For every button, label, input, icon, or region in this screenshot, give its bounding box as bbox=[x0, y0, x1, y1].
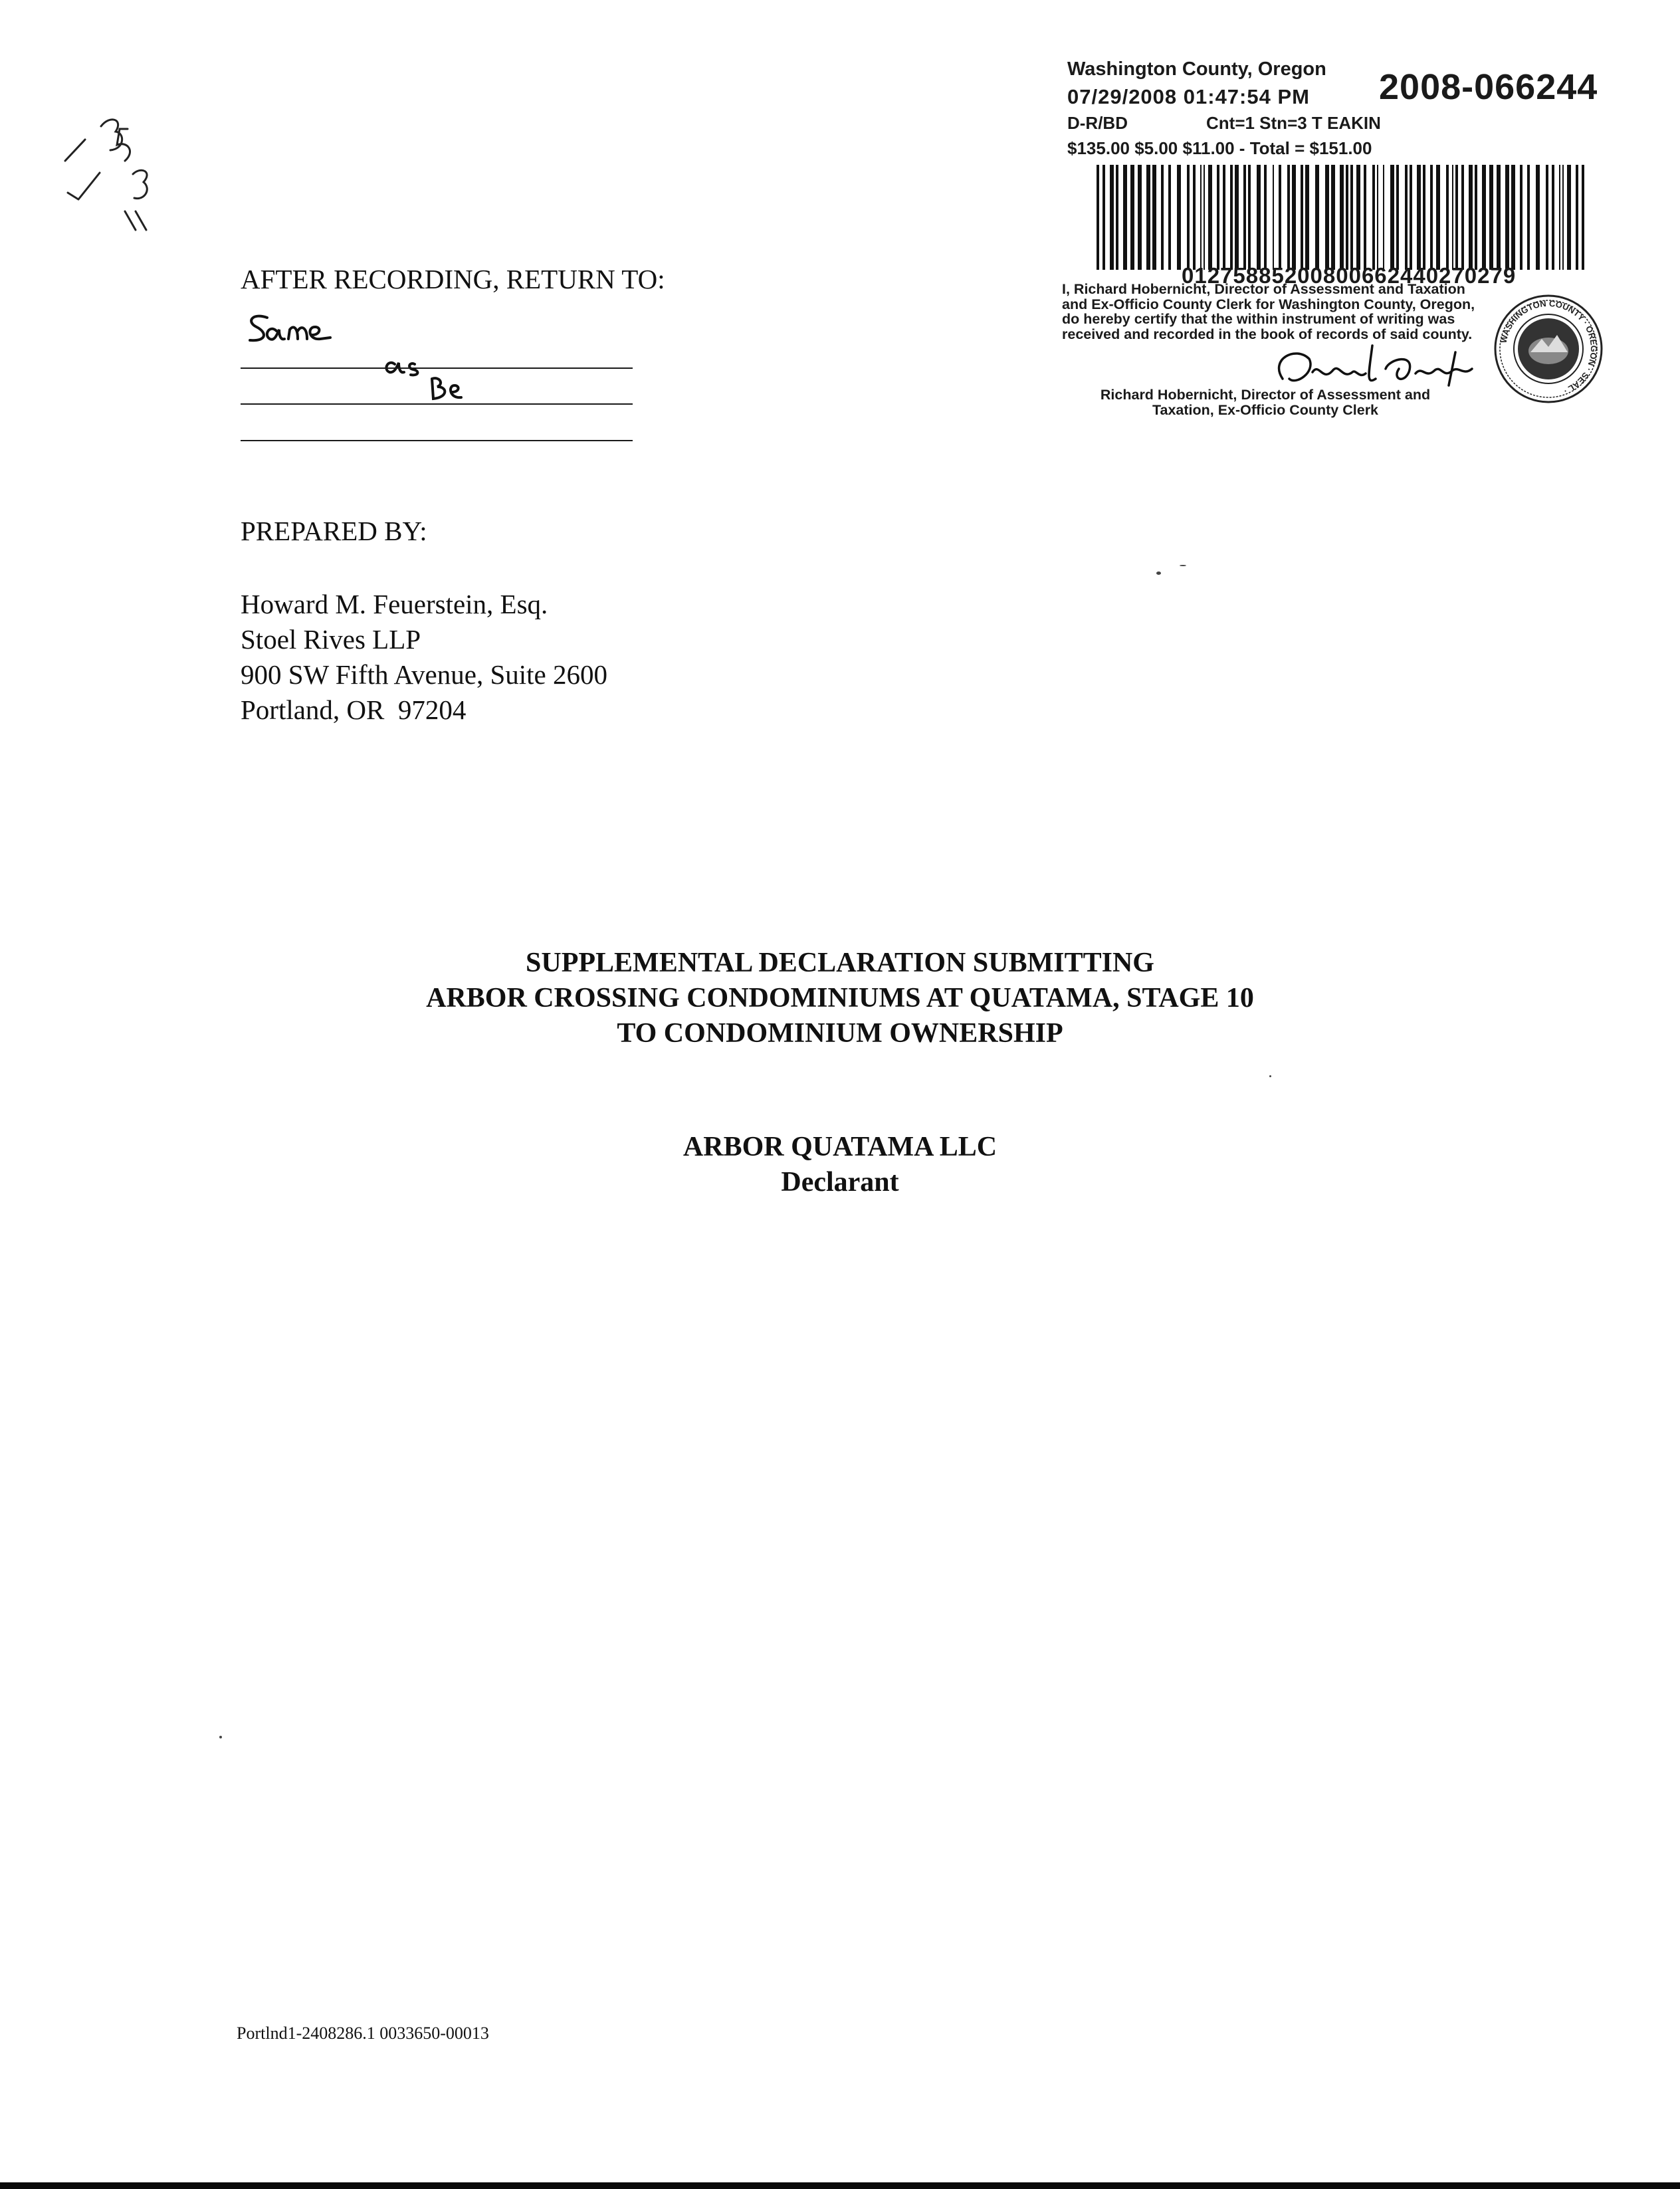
barcode-bar bbox=[1396, 165, 1399, 270]
title-line-3: TO CONDOMINIUM OWNERSHIP bbox=[617, 1018, 1063, 1049]
scan-speck bbox=[219, 1736, 222, 1738]
barcode-bar bbox=[1576, 165, 1578, 270]
barcode-bar bbox=[1377, 165, 1378, 270]
barcode-bar bbox=[1372, 165, 1375, 270]
handwritten-number bbox=[58, 100, 171, 253]
scan-bottom-edge bbox=[0, 2182, 1680, 2189]
barcode-bar bbox=[1430, 165, 1433, 270]
barcode-bar bbox=[1350, 165, 1353, 270]
barcode-bar bbox=[1489, 165, 1493, 270]
barcode-bar bbox=[1193, 165, 1196, 270]
barcode-bar bbox=[1536, 165, 1540, 270]
barcode-bar bbox=[1116, 165, 1118, 270]
barcode-bar bbox=[1273, 165, 1274, 270]
barcode-bar bbox=[1340, 165, 1344, 270]
barcode-bar bbox=[1559, 165, 1560, 270]
barcode-bar bbox=[1364, 165, 1366, 270]
barcode-bar bbox=[1130, 165, 1134, 270]
barcode-bar bbox=[1248, 165, 1251, 270]
recording-certification: I, Richard Hobernicht, Director of Assessment and Taxation and Ex-Officio County Clerk for Washington County, Oregon, do hereby certify that the within instrument of writing was received and recorded in the book of records of said county. bbox=[1062, 281, 1475, 342]
barcode-bar bbox=[1511, 165, 1515, 270]
barcode-bar bbox=[1446, 165, 1449, 270]
preparer-name: Howard M. Feuerstein, Esq. bbox=[241, 589, 548, 619]
barcode-bar bbox=[1436, 165, 1440, 270]
barcode-bar bbox=[1204, 165, 1205, 270]
barcode-bar bbox=[1168, 165, 1171, 270]
prepared-by-label: PREPARED BY: bbox=[241, 516, 427, 546]
handwritten-return-address bbox=[241, 312, 467, 432]
barcode-bar bbox=[1305, 165, 1309, 270]
barcode-bar bbox=[1461, 165, 1464, 270]
barcode-bar bbox=[1223, 165, 1225, 270]
barcode-number: 01275885200800662440270279 bbox=[1182, 263, 1517, 288]
clerk-title-line1: Richard Hobernicht, Director of Assessment and bbox=[1100, 387, 1431, 403]
barcode-bar bbox=[1279, 165, 1281, 270]
barcode bbox=[1097, 165, 1591, 270]
barcode-bar bbox=[1455, 165, 1458, 270]
barcode-bar bbox=[1356, 165, 1360, 270]
barcode-bar bbox=[1390, 165, 1394, 270]
barcode-bar bbox=[1417, 165, 1421, 270]
barcode-bar bbox=[1200, 165, 1202, 270]
title-line-2: ARBOR CROSSING CONDOMINIUMS AT QUATAMA, STAGE 10 bbox=[426, 983, 1254, 1013]
barcode-bar bbox=[1520, 165, 1522, 270]
barcode-bar bbox=[1527, 165, 1530, 270]
barcode-bar bbox=[1264, 165, 1267, 270]
return-line-1 bbox=[241, 367, 633, 369]
barcode-bar bbox=[1562, 165, 1564, 270]
barcode-bar bbox=[1110, 165, 1114, 270]
title-line-1: SUPPLEMENTAL DECLARATION SUBMITTING bbox=[526, 948, 1154, 978]
preparer-street: 900 SW Fifth Avenue, Suite 2600 bbox=[241, 659, 607, 690]
barcode-bar bbox=[1505, 165, 1509, 270]
barcode-bar bbox=[1346, 165, 1348, 270]
stamp-datetime: 07/29/2008 01:47:54 PM bbox=[1067, 85, 1310, 108]
barcode-bar bbox=[1452, 165, 1453, 270]
barcode-bar bbox=[1152, 165, 1156, 270]
barcode-bar bbox=[1146, 165, 1150, 270]
stamp-county: Washington County, Oregon bbox=[1067, 58, 1326, 80]
barcode-bar bbox=[1257, 165, 1261, 270]
clerk-title-line2: Taxation, Ex-Officio County Clerk bbox=[1152, 401, 1379, 418]
barcode-bar bbox=[1287, 165, 1290, 270]
svg-text:WASHINGTON COUNTY · OREGON · S: WASHINGTON COUNTY · OREGON · SEAL · bbox=[1498, 298, 1600, 397]
barcode-bar bbox=[1405, 165, 1408, 270]
scan-speck bbox=[1269, 1075, 1271, 1077]
barcode-bar bbox=[1423, 165, 1425, 270]
stamp-code: D-R/BD bbox=[1067, 113, 1128, 133]
stamp-counts: Cnt=1 Stn=3 T EAKIN bbox=[1206, 113, 1381, 133]
barcode-bar bbox=[1138, 165, 1142, 270]
barcode-bar bbox=[1301, 165, 1303, 270]
barcode-bar bbox=[1482, 165, 1486, 270]
stamp-fees: $135.00 $5.00 $11.00 - Total = $151.00 bbox=[1067, 138, 1372, 158]
barcode-bar bbox=[1383, 165, 1384, 270]
barcode-bar bbox=[1567, 165, 1571, 270]
barcode-bar bbox=[1546, 165, 1548, 270]
barcode-bar bbox=[1469, 165, 1473, 270]
barcode-bar bbox=[1410, 165, 1412, 270]
scan-speck bbox=[1180, 565, 1186, 566]
declarant-block bbox=[0, 1130, 1680, 1200]
return-line-2 bbox=[241, 403, 633, 405]
return-line-3 bbox=[241, 440, 633, 441]
preparer-address bbox=[241, 587, 607, 728]
barcode-bar bbox=[1552, 165, 1554, 270]
document-number: 2008-066244 bbox=[1379, 67, 1598, 107]
barcode-bar bbox=[1230, 165, 1233, 270]
barcode-bar bbox=[1292, 165, 1296, 270]
return-to-label: AFTER RECORDING, RETURN TO: bbox=[241, 264, 665, 294]
footer-reference: Portlnd1-2408286.1 0033650-00013 bbox=[237, 2024, 489, 2043]
barcode-bar bbox=[1475, 165, 1477, 270]
declarant-role: Declarant bbox=[781, 1167, 899, 1198]
barcode-bar bbox=[1235, 165, 1239, 270]
barcode-bar bbox=[1217, 165, 1219, 270]
barcode-bar bbox=[1325, 165, 1329, 270]
barcode-bar bbox=[1497, 165, 1501, 270]
declarant-name: ARBOR QUATAMA LLC bbox=[682, 1132, 998, 1162]
preparer-city: Portland, OR 97204 bbox=[241, 694, 467, 725]
document-title bbox=[0, 946, 1680, 1051]
scan-speck bbox=[1156, 572, 1161, 575]
barcode-bar bbox=[1102, 165, 1105, 270]
barcode-bar bbox=[1208, 165, 1212, 270]
barcode-bar bbox=[1315, 165, 1319, 270]
barcode-bar bbox=[1161, 165, 1164, 270]
clerk-signature bbox=[1256, 332, 1489, 405]
preparer-firm: Stoel Rives LLP bbox=[241, 624, 421, 655]
barcode-bar bbox=[1243, 165, 1246, 270]
county-seal bbox=[1492, 292, 1605, 405]
barcode-bar bbox=[1582, 165, 1584, 270]
barcode-bar bbox=[1177, 165, 1181, 270]
barcode-bar bbox=[1187, 165, 1190, 270]
barcode-bar bbox=[1123, 165, 1127, 270]
barcode-bar bbox=[1097, 165, 1099, 270]
barcode-bar bbox=[1331, 165, 1335, 270]
